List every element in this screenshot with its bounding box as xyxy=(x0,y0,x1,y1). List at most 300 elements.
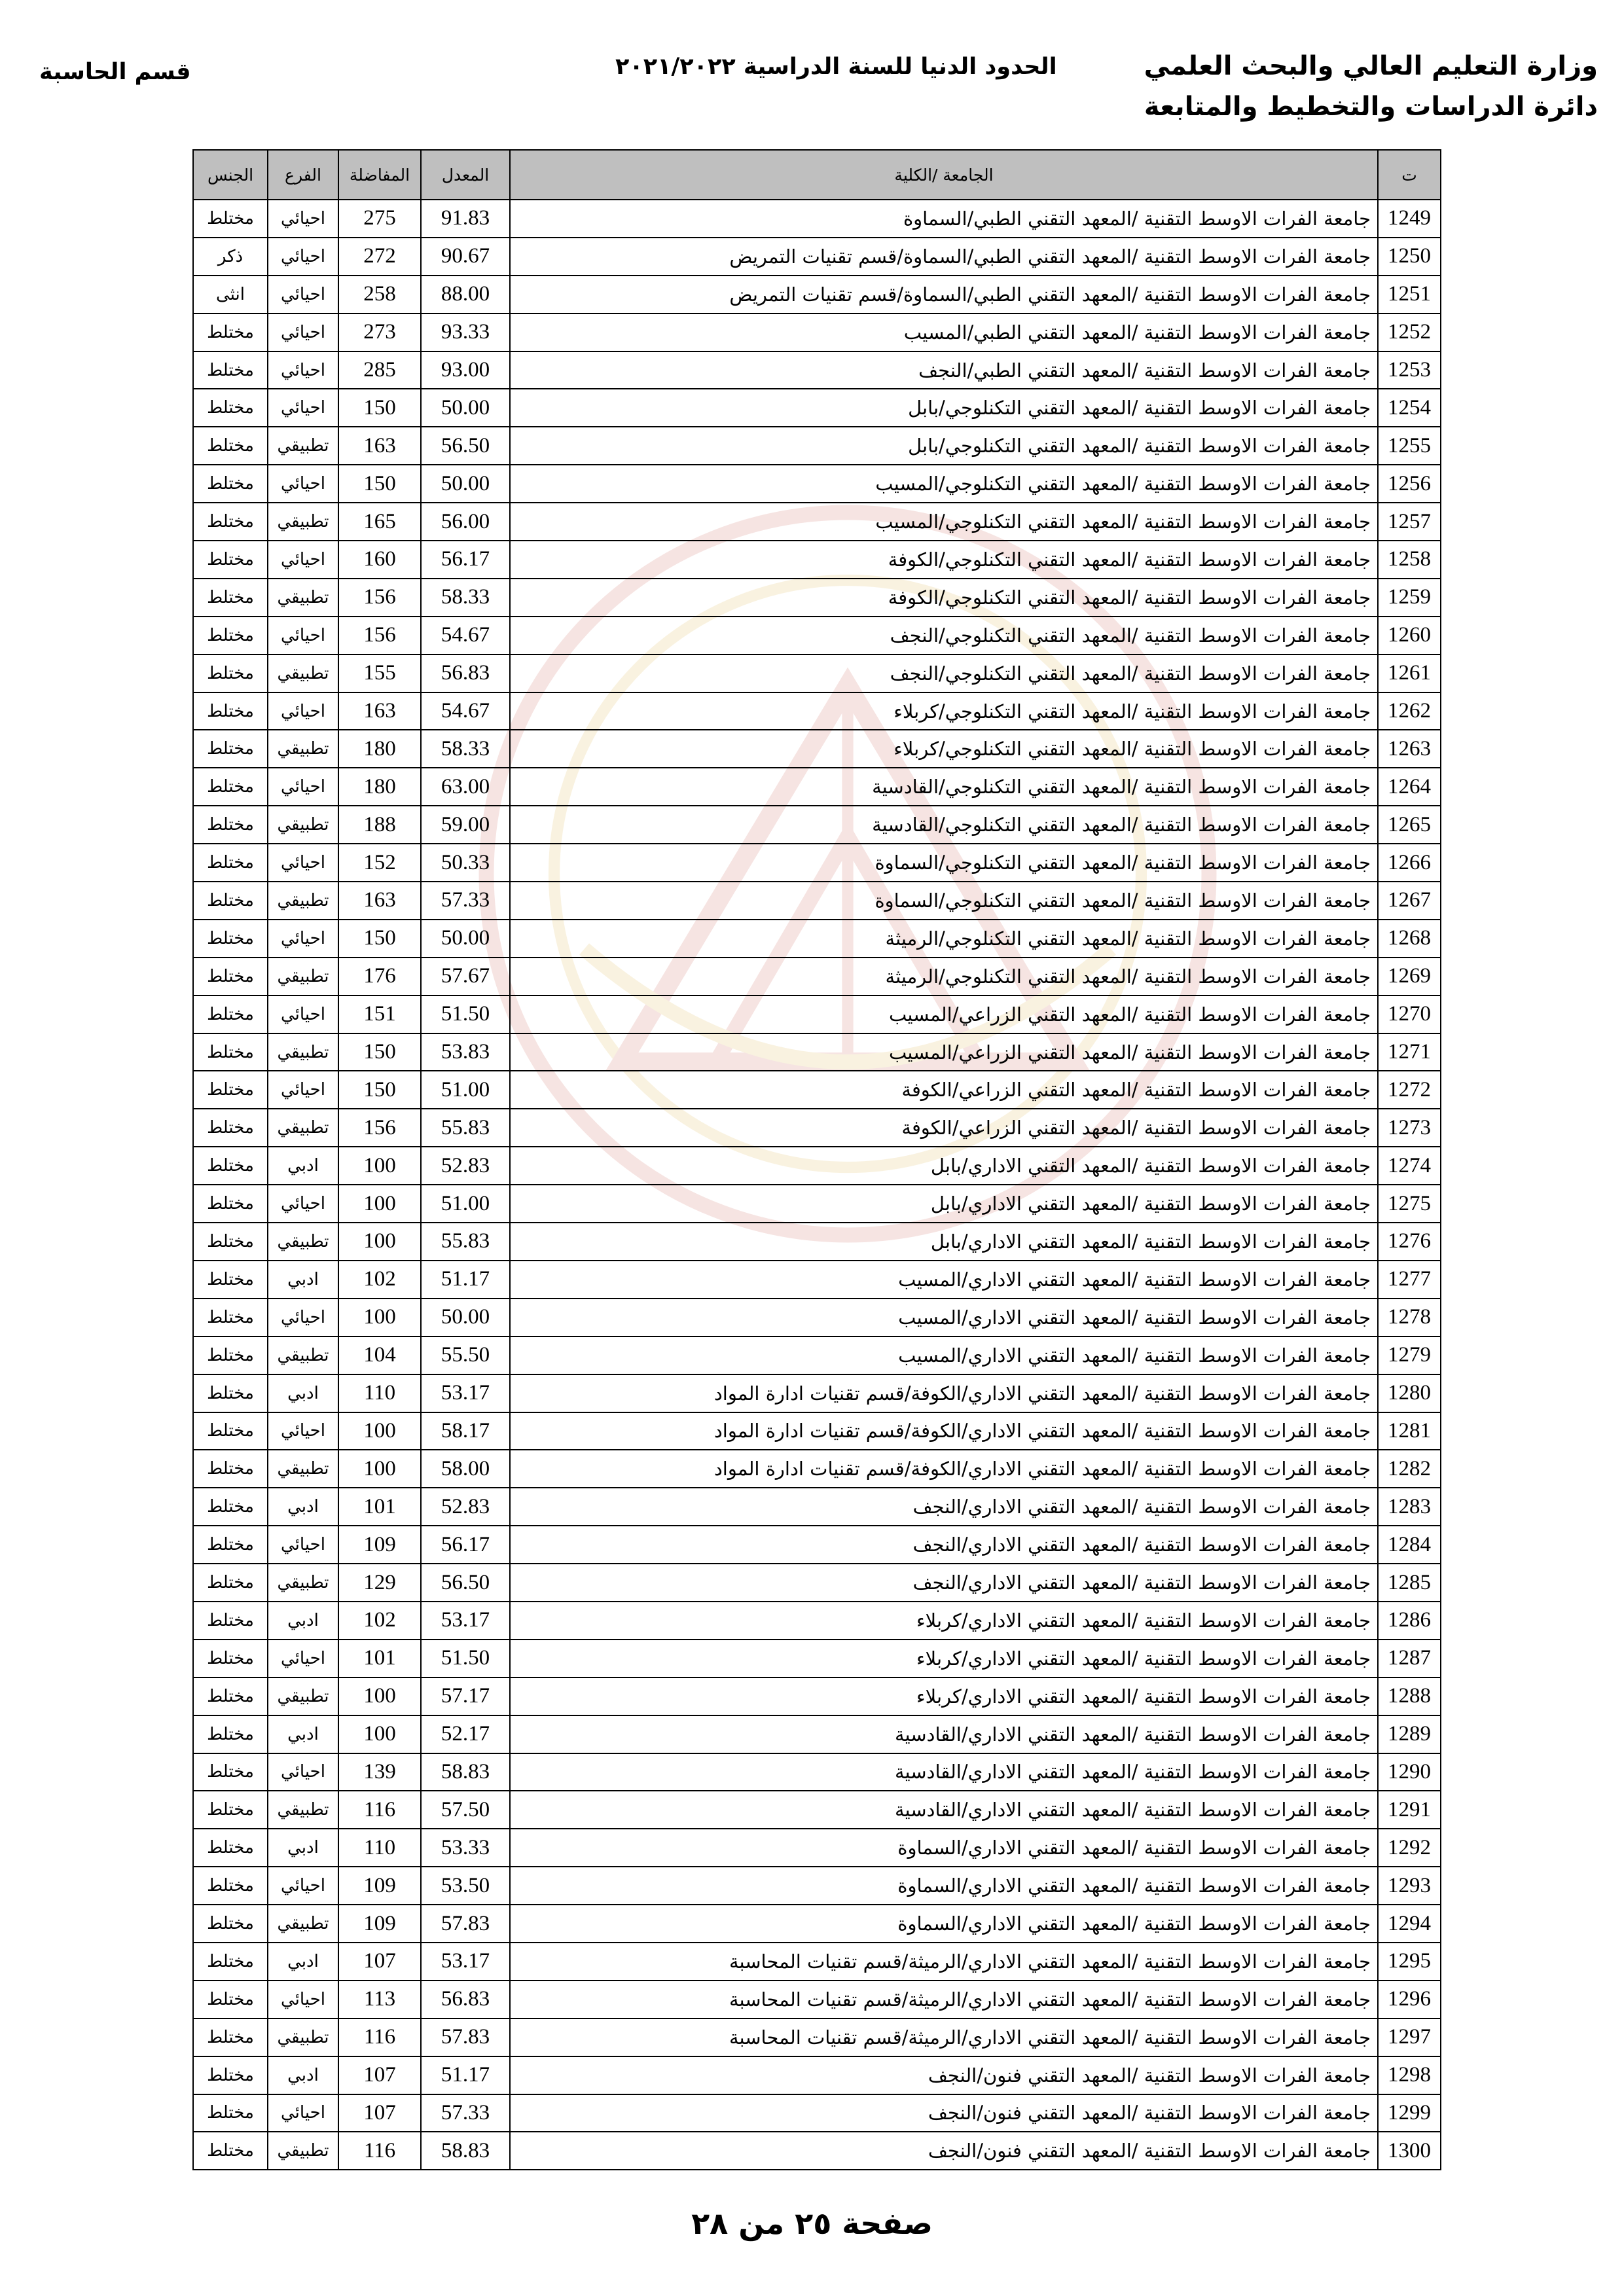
cell-average: 50.00 xyxy=(421,389,510,427)
cell-num: 1265 xyxy=(1378,806,1441,844)
cell-average: 55.83 xyxy=(421,1223,510,1261)
cell-average: 53.17 xyxy=(421,1943,510,1981)
cell-branch: تطبيقي xyxy=(268,1791,338,1829)
cell-num: 1282 xyxy=(1378,1450,1441,1488)
cell-preference: 275 xyxy=(338,200,421,238)
table-row xyxy=(193,2132,1441,2170)
cell-average: 54.67 xyxy=(421,692,510,730)
cell-preference: 116 xyxy=(338,2018,421,2056)
cell-average: 52.83 xyxy=(421,1488,510,1526)
cell-branch: ادبي xyxy=(268,1261,338,1299)
cell-num: 1288 xyxy=(1378,1677,1441,1715)
cell-average: 58.00 xyxy=(421,1450,510,1488)
cell-num: 1263 xyxy=(1378,730,1441,768)
cell-gender: مختلط xyxy=(193,1488,268,1526)
table-row xyxy=(193,1943,1441,1981)
cell-preference: 101 xyxy=(338,1488,421,1526)
cell-gender: مختلط xyxy=(193,1261,268,1299)
cell-preference: 100 xyxy=(338,1715,421,1753)
cell-num: 1264 xyxy=(1378,768,1441,806)
cell-gender: مختلط xyxy=(193,2094,268,2132)
cell-preference: 285 xyxy=(338,351,421,389)
cell-university: جامعة الفرات الاوسط التقنية /المعهد التقني التكنلوجي/كربلاء xyxy=(510,730,1378,768)
table-row xyxy=(193,1715,1441,1753)
table-row xyxy=(193,996,1441,1033)
cell-preference: 129 xyxy=(338,1564,421,1602)
cell-gender: مختلط xyxy=(193,1715,268,1753)
cell-preference: 165 xyxy=(338,503,421,541)
cell-num: 1299 xyxy=(1378,2094,1441,2132)
cell-num: 1266 xyxy=(1378,844,1441,882)
cell-university: جامعة الفرات الاوسط التقنية /المعهد التقني الاداري/الكوفة/قسم تقنيات ادارة المواد xyxy=(510,1374,1378,1412)
cell-num: 1261 xyxy=(1378,655,1441,692)
cell-branch: تطبيقي xyxy=(268,1033,338,1071)
cell-university: جامعة الفرات الاوسط التقنية /المعهد التقني الاداري/بابل xyxy=(510,1147,1378,1185)
cell-average: 56.17 xyxy=(421,541,510,579)
cell-num: 1283 xyxy=(1378,1488,1441,1526)
cell-average: 57.17 xyxy=(421,1677,510,1715)
cell-average: 58.33 xyxy=(421,730,510,768)
table-row xyxy=(193,1261,1441,1299)
cell-university: جامعة الفرات الاوسط التقنية /المعهد التقني الاداري/القادسية xyxy=(510,1715,1378,1753)
cell-preference: 100 xyxy=(338,1185,421,1223)
table-row xyxy=(193,1412,1441,1450)
cell-university: جامعة الفرات الاوسط التقنية /المعهد التقني الاداري/المسيب xyxy=(510,1299,1378,1336)
cell-gender: مختلط xyxy=(193,958,268,996)
cell-branch: احيائي xyxy=(268,692,338,730)
cell-num: 1300 xyxy=(1378,2132,1441,2170)
cell-preference: 156 xyxy=(338,617,421,655)
table-row xyxy=(193,1336,1441,1374)
cell-gender: مختلط xyxy=(193,1753,268,1791)
cell-gender: مختلط xyxy=(193,1185,268,1223)
cell-university: جامعة الفرات الاوسط التقنية /المعهد التقني التكنلوجي/بابل xyxy=(510,389,1378,427)
cell-university: جامعة الفرات الاوسط التقنية /المعهد التقني الطبي/السماوة xyxy=(510,200,1378,238)
cell-branch: تطبيقي xyxy=(268,2132,338,2170)
cell-average: 53.83 xyxy=(421,1033,510,1071)
cell-num: 1276 xyxy=(1378,1223,1441,1261)
cell-num: 1252 xyxy=(1378,314,1441,351)
cell-num: 1254 xyxy=(1378,389,1441,427)
cell-university: جامعة الفرات الاوسط التقنية /المعهد التقني الاداري/المسيب xyxy=(510,1261,1378,1299)
cell-num: 1272 xyxy=(1378,1071,1441,1109)
table-row xyxy=(193,427,1441,465)
cell-average: 53.17 xyxy=(421,1602,510,1640)
cell-gender: مختلط xyxy=(193,541,268,579)
cell-gender: مختلط xyxy=(193,2132,268,2170)
cell-average: 63.00 xyxy=(421,768,510,806)
cell-branch: تطبيقي xyxy=(268,1109,338,1147)
cell-average: 56.83 xyxy=(421,1981,510,2018)
cell-num: 1298 xyxy=(1378,2056,1441,2094)
cell-average: 56.50 xyxy=(421,1564,510,1602)
cell-preference: 100 xyxy=(338,1299,421,1336)
cell-university: جامعة الفرات الاوسط التقنية /المعهد التقني الاداري/النجف xyxy=(510,1526,1378,1564)
table-row xyxy=(193,1640,1441,1677)
cell-average: 51.50 xyxy=(421,1640,510,1677)
directorate-name: دائرة الدراسات والتخطيط والمتابعة xyxy=(1144,92,1598,122)
cell-gender: مختلط xyxy=(193,1336,268,1374)
cell-branch: تطبيقي xyxy=(268,427,338,465)
cell-average: 51.17 xyxy=(421,1261,510,1299)
cell-average: 57.33 xyxy=(421,882,510,920)
cell-university: جامعة الفرات الاوسط التقنية /المعهد التقني الاداري/كربلاء xyxy=(510,1602,1378,1640)
cell-preference: 107 xyxy=(338,2056,421,2094)
cell-preference: 139 xyxy=(338,1753,421,1791)
cell-gender: مختلط xyxy=(193,1867,268,1905)
cell-university: جامعة الفرات الاوسط التقنية /المعهد التقني فنون/النجف xyxy=(510,2132,1378,2170)
cell-branch: ادبي xyxy=(268,1488,338,1526)
cell-average: 93.33 xyxy=(421,314,510,351)
cell-gender: مختلط xyxy=(193,1943,268,1981)
cell-university: جامعة الفرات الاوسط التقنية /المعهد التقني التكنلوجي/السماوة xyxy=(510,882,1378,920)
cell-branch: تطبيقي xyxy=(268,2018,338,2056)
cell-gender: مختلط xyxy=(193,844,268,882)
table-row xyxy=(193,1526,1441,1564)
cell-gender: مختلط xyxy=(193,503,268,541)
cell-num: 1269 xyxy=(1378,958,1441,996)
cell-branch: احيائي xyxy=(268,465,338,503)
table-row xyxy=(193,1071,1441,1109)
cell-university: جامعة الفرات الاوسط التقنية /المعهد التقني التكنلوجي/الكوفة xyxy=(510,541,1378,579)
column-header-num: ت xyxy=(1378,150,1441,200)
cell-university: جامعة الفرات الاوسط التقنية /المعهد التقني الاداري/الرميثة/قسم تقنيات المحاسبة xyxy=(510,1943,1378,1981)
table-row xyxy=(193,768,1441,806)
cell-gender: مختلط xyxy=(193,1109,268,1147)
cell-branch: ادبي xyxy=(268,2056,338,2094)
cell-branch: تطبيقي xyxy=(268,503,338,541)
cell-university: جامعة الفرات الاوسط التقنية /المعهد التقني التكنلوجي/بابل xyxy=(510,427,1378,465)
cell-university: جامعة الفرات الاوسط التقنية /المعهد التقني التكنلوجي/الكوفة xyxy=(510,579,1378,617)
cell-branch: احيائي xyxy=(268,617,338,655)
cell-university: جامعة الفرات الاوسط التقنية /المعهد التقني الاداري/كربلاء xyxy=(510,1677,1378,1715)
table-row xyxy=(193,1791,1441,1829)
table-row xyxy=(193,541,1441,579)
cell-branch: ادبي xyxy=(268,1147,338,1185)
cell-average: 51.00 xyxy=(421,1071,510,1109)
cell-average: 50.00 xyxy=(421,465,510,503)
table-row xyxy=(193,655,1441,692)
cell-num: 1277 xyxy=(1378,1261,1441,1299)
cell-preference: 160 xyxy=(338,541,421,579)
cell-gender: مختلط xyxy=(193,730,268,768)
cell-branch: احيائي xyxy=(268,389,338,427)
cell-university: جامعة الفرات الاوسط التقنية /المعهد التقني الاداري/بابل xyxy=(510,1223,1378,1261)
cell-preference: 150 xyxy=(338,1033,421,1071)
cell-gender: مختلط xyxy=(193,579,268,617)
cell-university: جامعة الفرات الاوسط التقنية /المعهد التقني الزراعي/المسيب xyxy=(510,1033,1378,1071)
cell-preference: 110 xyxy=(338,1374,421,1412)
cell-preference: 272 xyxy=(338,238,421,276)
cell-gender: مختلط xyxy=(193,1223,268,1261)
table-row xyxy=(193,806,1441,844)
cell-university: جامعة الفرات الاوسط التقنية /المعهد التقني التكنلوجي/القادسية xyxy=(510,806,1378,844)
cell-gender: مختلط xyxy=(193,1640,268,1677)
cell-gender: مختلط xyxy=(193,1905,268,1943)
cell-gender: مختلط xyxy=(193,996,268,1033)
cell-university: جامعة الفرات الاوسط التقنية /المعهد التقني الطبي/المسيب xyxy=(510,314,1378,351)
cell-preference: 156 xyxy=(338,579,421,617)
cell-gender: مختلط xyxy=(193,768,268,806)
cell-branch: احيائي xyxy=(268,1071,338,1109)
table-row xyxy=(193,1602,1441,1640)
cell-university: جامعة الفرات الاوسط التقنية /المعهد التقني الطبي/السماوة/قسم تقنيات التمريض xyxy=(510,276,1378,314)
cell-preference: 107 xyxy=(338,2094,421,2132)
cell-average: 55.50 xyxy=(421,1336,510,1374)
table-row xyxy=(193,238,1441,276)
cell-num: 1293 xyxy=(1378,1867,1441,1905)
table-row xyxy=(193,1981,1441,2018)
cell-average: 93.00 xyxy=(421,351,510,389)
cell-branch: احيائي xyxy=(268,314,338,351)
cell-average: 53.17 xyxy=(421,1374,510,1412)
cell-branch: تطبيقي xyxy=(268,1450,338,1488)
cell-gender: مختلط xyxy=(193,2056,268,2094)
results-table xyxy=(192,149,1441,2170)
cell-num: 1270 xyxy=(1378,996,1441,1033)
cell-num: 1275 xyxy=(1378,1185,1441,1223)
cell-gender: مختلط xyxy=(193,2018,268,2056)
cell-preference: 163 xyxy=(338,692,421,730)
cell-university: جامعة الفرات الاوسط التقنية /المعهد التقني التكنلوجي/النجف xyxy=(510,617,1378,655)
cell-average: 51.00 xyxy=(421,1185,510,1223)
cell-preference: 150 xyxy=(338,920,421,958)
table-row xyxy=(193,579,1441,617)
cell-average: 56.17 xyxy=(421,1526,510,1564)
cell-university: جامعة الفرات الاوسط التقنية /المعهد التقني التكنلوجي/الرميثة xyxy=(510,958,1378,996)
cell-branch: احيائي xyxy=(268,1526,338,1564)
cell-average: 55.83 xyxy=(421,1109,510,1147)
cell-average: 58.17 xyxy=(421,1412,510,1450)
cell-gender: مختلط xyxy=(193,1791,268,1829)
cell-average: 58.83 xyxy=(421,2132,510,2170)
cell-preference: 109 xyxy=(338,1867,421,1905)
cell-preference: 104 xyxy=(338,1336,421,1374)
table-row xyxy=(193,1299,1441,1336)
cell-gender: مختلط xyxy=(193,1450,268,1488)
cell-average: 53.50 xyxy=(421,1867,510,1905)
table-row xyxy=(193,730,1441,768)
cell-preference: 100 xyxy=(338,1677,421,1715)
cell-branch: احيائي xyxy=(268,1640,338,1677)
table-row xyxy=(193,2056,1441,2094)
cell-gender: مختلط xyxy=(193,1147,268,1185)
cell-num: 1285 xyxy=(1378,1564,1441,1602)
cell-num: 1268 xyxy=(1378,920,1441,958)
table-row xyxy=(193,2094,1441,2132)
cell-gender: ذكر xyxy=(193,238,268,276)
cell-branch: ادبي xyxy=(268,1374,338,1412)
cell-preference: 150 xyxy=(338,389,421,427)
table-row xyxy=(193,958,1441,996)
cell-average: 57.50 xyxy=(421,1791,510,1829)
cell-gender: انثى xyxy=(193,276,268,314)
cell-university: جامعة الفرات الاوسط التقنية /المعهد التقني التكنلوجي/الرميثة xyxy=(510,920,1378,958)
cell-num: 1257 xyxy=(1378,503,1441,541)
document-title: الحدود الدنيا للسنة الدراسية ٢٠٢١/٢٠٢٢ xyxy=(615,54,1057,80)
column-header-branch: الفرع xyxy=(268,150,338,200)
cell-num: 1292 xyxy=(1378,1829,1441,1867)
cell-university: جامعة الفرات الاوسط التقنية /المعهد التقني الزراعي/الكوفة xyxy=(510,1109,1378,1147)
cell-num: 1256 xyxy=(1378,465,1441,503)
cell-num: 1253 xyxy=(1378,351,1441,389)
cell-gender: مختلط xyxy=(193,389,268,427)
cell-gender: مختلط xyxy=(193,655,268,692)
cell-university: جامعة الفرات الاوسط التقنية /المعهد التقني الاداري/القادسية xyxy=(510,1753,1378,1791)
cell-branch: تطبيقي xyxy=(268,730,338,768)
cell-num: 1286 xyxy=(1378,1602,1441,1640)
cell-preference: 101 xyxy=(338,1640,421,1677)
cell-average: 52.83 xyxy=(421,1147,510,1185)
column-header-preference: المفاضلة xyxy=(338,150,421,200)
cell-gender: مختلط xyxy=(193,1602,268,1640)
cell-university: جامعة الفرات الاوسط التقنية /المعهد التقني الطبي/السماوة/قسم تقنيات التمريض xyxy=(510,238,1378,276)
cell-average: 57.83 xyxy=(421,2018,510,2056)
cell-university: جامعة الفرات الاوسط التقنية /المعهد التقني الاداري/النجف xyxy=(510,1488,1378,1526)
table-row xyxy=(193,276,1441,314)
cell-num: 1284 xyxy=(1378,1526,1441,1564)
table-row xyxy=(193,389,1441,427)
cell-branch: احيائي xyxy=(268,1867,338,1905)
column-header-university: الجامعة /الكلية xyxy=(510,150,1378,200)
cell-average: 56.00 xyxy=(421,503,510,541)
cell-university: جامعة الفرات الاوسط التقنية /المعهد التقني الاداري/السماوة xyxy=(510,1867,1378,1905)
cell-gender: مختلط xyxy=(193,1677,268,1715)
cell-preference: 116 xyxy=(338,1791,421,1829)
cell-average: 51.50 xyxy=(421,996,510,1033)
page-number: صفحة ٢٥ من ٢٨ xyxy=(691,2206,933,2241)
cell-preference: 273 xyxy=(338,314,421,351)
table-row xyxy=(193,1033,1441,1071)
table-row xyxy=(193,1223,1441,1261)
cell-preference: 107 xyxy=(338,1943,421,1981)
table-row xyxy=(193,1829,1441,1867)
cell-university: جامعة الفرات الاوسط التقنية /المعهد التقني التكنلوجي/النجف xyxy=(510,655,1378,692)
table-row xyxy=(193,617,1441,655)
cell-branch: احيائي xyxy=(268,768,338,806)
column-header-gender: الجنس xyxy=(193,150,268,200)
cell-branch: تطبيقي xyxy=(268,579,338,617)
cell-gender: مختلط xyxy=(193,920,268,958)
cell-university: جامعة الفرات الاوسط التقنية /المعهد التقني الاداري/كربلاء xyxy=(510,1640,1378,1677)
cell-branch: ادبي xyxy=(268,1715,338,1753)
cell-university: جامعة الفرات الاوسط التقنية /المعهد التقني الاداري/السماوة xyxy=(510,1905,1378,1943)
cell-preference: 100 xyxy=(338,1223,421,1261)
cell-average: 56.83 xyxy=(421,655,510,692)
cell-num: 1260 xyxy=(1378,617,1441,655)
cell-university: جامعة الفرات الاوسط التقنية /المعهد التقني التكنلوجي/المسيب xyxy=(510,503,1378,541)
table-row xyxy=(193,692,1441,730)
cell-preference: 150 xyxy=(338,465,421,503)
cell-preference: 156 xyxy=(338,1109,421,1147)
cell-average: 50.33 xyxy=(421,844,510,882)
cell-average: 57.83 xyxy=(421,1905,510,1943)
cell-university: جامعة الفرات الاوسط التقنية /المعهد التقني التكنلوجي/السماوة xyxy=(510,844,1378,882)
table-row xyxy=(193,200,1441,238)
cell-num: 1262 xyxy=(1378,692,1441,730)
cell-branch: تطبيقي xyxy=(268,958,338,996)
cell-gender: مختلط xyxy=(193,1564,268,1602)
column-header-average: المعدل xyxy=(421,150,510,200)
cell-num: 1280 xyxy=(1378,1374,1441,1412)
cell-university: جامعة الفرات الاوسط التقنية /المعهد التقني الطبي/النجف xyxy=(510,351,1378,389)
cell-preference: 151 xyxy=(338,996,421,1033)
cell-average: 50.00 xyxy=(421,920,510,958)
cell-num: 1258 xyxy=(1378,541,1441,579)
cell-preference: 163 xyxy=(338,427,421,465)
cell-branch: تطبيقي xyxy=(268,1223,338,1261)
cell-preference: 109 xyxy=(338,1905,421,1943)
cell-num: 1267 xyxy=(1378,882,1441,920)
cell-gender: مختلط xyxy=(193,200,268,238)
cell-num: 1294 xyxy=(1378,1905,1441,1943)
cell-num: 1278 xyxy=(1378,1299,1441,1336)
cell-num: 1295 xyxy=(1378,1943,1441,1981)
cell-num: 1250 xyxy=(1378,238,1441,276)
cell-gender: مختلط xyxy=(193,1412,268,1450)
cell-num: 1296 xyxy=(1378,1981,1441,2018)
cell-university: جامعة الفرات الاوسط التقنية /المعهد التقني فنون/النجف xyxy=(510,2056,1378,2094)
cell-preference: 180 xyxy=(338,768,421,806)
cell-gender: مختلط xyxy=(193,1299,268,1336)
cell-gender: مختلط xyxy=(193,1374,268,1412)
cell-university: جامعة الفرات الاوسط التقنية /المعهد التقني الاداري/بابل xyxy=(510,1185,1378,1223)
cell-branch: احيائي xyxy=(268,844,338,882)
cell-branch: احيائي xyxy=(268,1753,338,1791)
cell-gender: مختلط xyxy=(193,351,268,389)
cell-preference: 100 xyxy=(338,1450,421,1488)
cell-branch: احيائي xyxy=(268,1185,338,1223)
cell-branch: ادبي xyxy=(268,1602,338,1640)
cell-preference: 163 xyxy=(338,882,421,920)
cell-preference: 110 xyxy=(338,1829,421,1867)
cell-preference: 155 xyxy=(338,655,421,692)
cell-average: 56.50 xyxy=(421,427,510,465)
table-row xyxy=(193,1564,1441,1602)
table-row xyxy=(193,503,1441,541)
cell-university: جامعة الفرات الاوسط التقنية /المعهد التقني الاداري/النجف xyxy=(510,1564,1378,1602)
cell-gender: مختلط xyxy=(193,1033,268,1071)
cell-num: 1251 xyxy=(1378,276,1441,314)
cell-average: 58.33 xyxy=(421,579,510,617)
cell-num: 1297 xyxy=(1378,2018,1441,2056)
cell-gender: مختلط xyxy=(193,314,268,351)
table-row xyxy=(193,1905,1441,1943)
cell-branch: احيائي xyxy=(268,238,338,276)
table-row xyxy=(193,1867,1441,1905)
cell-university: جامعة الفرات الاوسط التقنية /المعهد التقني الاداري/القادسية xyxy=(510,1791,1378,1829)
cell-num: 1255 xyxy=(1378,427,1441,465)
table-row xyxy=(193,1677,1441,1715)
cell-num: 1259 xyxy=(1378,579,1441,617)
cell-gender: مختلط xyxy=(193,1526,268,1564)
cell-branch: احيائي xyxy=(268,1299,338,1336)
cell-branch: احيائي xyxy=(268,541,338,579)
cell-preference: 113 xyxy=(338,1981,421,2018)
cell-university: جامعة الفرات الاوسط التقنية /المعهد التقني التكنلوجي/المسيب xyxy=(510,465,1378,503)
cell-num: 1279 xyxy=(1378,1336,1441,1374)
cell-preference: 102 xyxy=(338,1602,421,1640)
cell-gender: مختلط xyxy=(193,882,268,920)
cell-preference: 109 xyxy=(338,1526,421,1564)
cell-average: 58.83 xyxy=(421,1753,510,1791)
cell-num: 1274 xyxy=(1378,1147,1441,1185)
table-row xyxy=(193,314,1441,351)
table-header-row xyxy=(193,150,1441,200)
cell-preference: 102 xyxy=(338,1261,421,1299)
cell-university: جامعة الفرات الاوسط التقنية /المعهد التقني الاداري/الكوفة/قسم تقنيات ادارة المواد xyxy=(510,1412,1378,1450)
cell-num: 1273 xyxy=(1378,1109,1441,1147)
